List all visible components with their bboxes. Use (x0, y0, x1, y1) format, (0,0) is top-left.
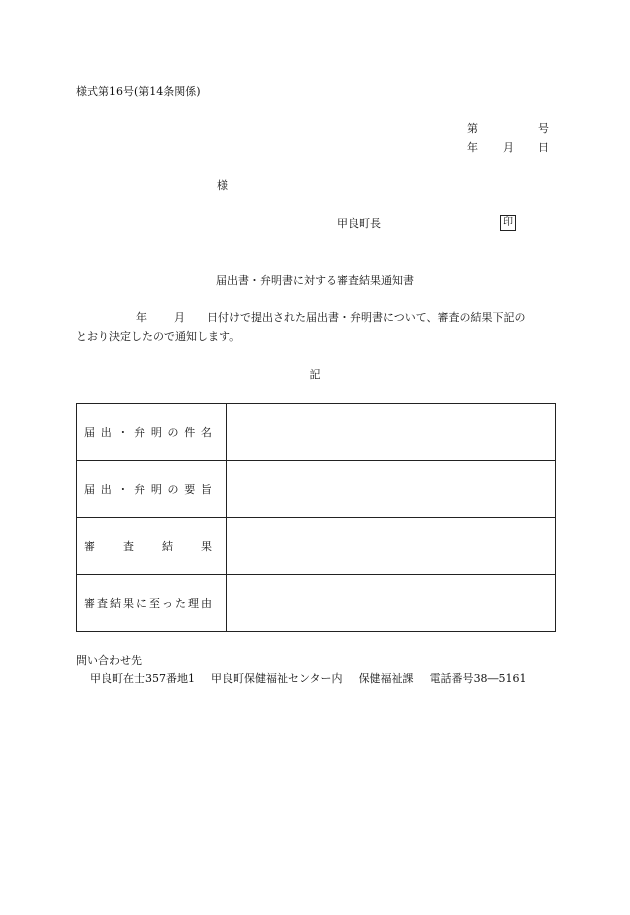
row-label-char: 件 (184, 425, 196, 439)
details-table (76, 403, 556, 632)
contact-office: 甲良町保健福祉センター内 (211, 672, 343, 685)
table-row (77, 518, 556, 575)
row-label-char: 果 (201, 539, 212, 553)
row-label-char: 理 (188, 596, 199, 610)
table-row (77, 461, 556, 518)
row-label-char: 査 (123, 539, 134, 553)
row-label-char: 由 (201, 596, 212, 610)
row-label-char: 結 (162, 539, 173, 553)
row-label-char: 査 (97, 596, 108, 610)
row-label (84, 427, 212, 438)
document-number-suffix: 号 (538, 122, 549, 135)
row-label-char: 明 (150, 425, 162, 439)
row-label-char: っ (162, 596, 173, 610)
date-year-label: 年 (467, 141, 478, 154)
issuer-title: 甲良町長 (337, 217, 381, 230)
contact-address: 甲良町在士357番地1 (90, 672, 195, 685)
row-label-char: 審 (84, 596, 95, 610)
form-number: 様式第16号(第14条関係) (76, 85, 201, 98)
addressee-honorific: 様 (217, 179, 228, 192)
row-label-char: 果 (123, 596, 134, 610)
row-label-char: の (167, 425, 179, 439)
row-label-char: 弁 (134, 482, 146, 496)
row-label (84, 541, 212, 552)
row-label-char: 結 (110, 596, 121, 610)
row-label-char: に (136, 596, 147, 610)
row-label-char: 弁 (134, 425, 146, 439)
table-row (77, 404, 556, 461)
row-label-char: た (175, 596, 186, 610)
row-label-char: 届 (84, 482, 95, 496)
row-label-cell (77, 461, 227, 518)
body-year-label: 年 (136, 311, 147, 324)
row-label (84, 598, 212, 609)
table-row (77, 575, 556, 632)
seal-mark: 印 (500, 215, 516, 231)
document-number-prefix: 第 (467, 122, 478, 135)
row-label-char: ・ (117, 425, 129, 439)
body-paragraph-line-1 (76, 312, 556, 323)
row-label-char: 旨 (200, 482, 212, 496)
row-label-char: 審 (84, 539, 95, 553)
row-label-char: 出 (100, 482, 112, 496)
row-label-char: 至 (149, 596, 160, 610)
row-label-cell (77, 575, 227, 632)
body-month-label: 月 (174, 311, 185, 324)
row-label-cell (77, 518, 227, 575)
row-value-cell[interactable] (227, 461, 556, 518)
contact-details (90, 673, 527, 684)
row-label-char: ・ (117, 482, 129, 496)
document-title: 届出書・弁明書に対する審査結果通知書 (216, 274, 414, 287)
contact-phone: 38―5161 (473, 672, 527, 685)
body-paragraph-line-2: とおり決定したので通知します。 (76, 330, 241, 343)
row-label-char: 明 (150, 482, 162, 496)
row-label-char: 名 (200, 425, 212, 439)
ki-heading: 記 (309, 368, 321, 381)
row-value-cell[interactable] (227, 575, 556, 632)
contact-heading: 問い合わせ先 (76, 654, 142, 667)
contact-phone-label: 電話番号 (429, 672, 474, 685)
contact-department: 保健福祉課 (358, 672, 414, 685)
row-label-char: の (167, 482, 179, 496)
row-value-cell[interactable] (227, 404, 556, 461)
row-label-cell (77, 404, 227, 461)
date-day-label: 日 (538, 141, 549, 154)
row-value-cell[interactable] (227, 518, 556, 575)
row-label-char: 要 (184, 482, 196, 496)
body-text: 日付けで提出された届出書・弁明書について、審査の結果下記の (207, 311, 526, 324)
row-label (84, 484, 212, 495)
row-label-char: 出 (100, 425, 112, 439)
date-month-label: 月 (503, 141, 514, 154)
row-label-char: 届 (84, 425, 95, 439)
